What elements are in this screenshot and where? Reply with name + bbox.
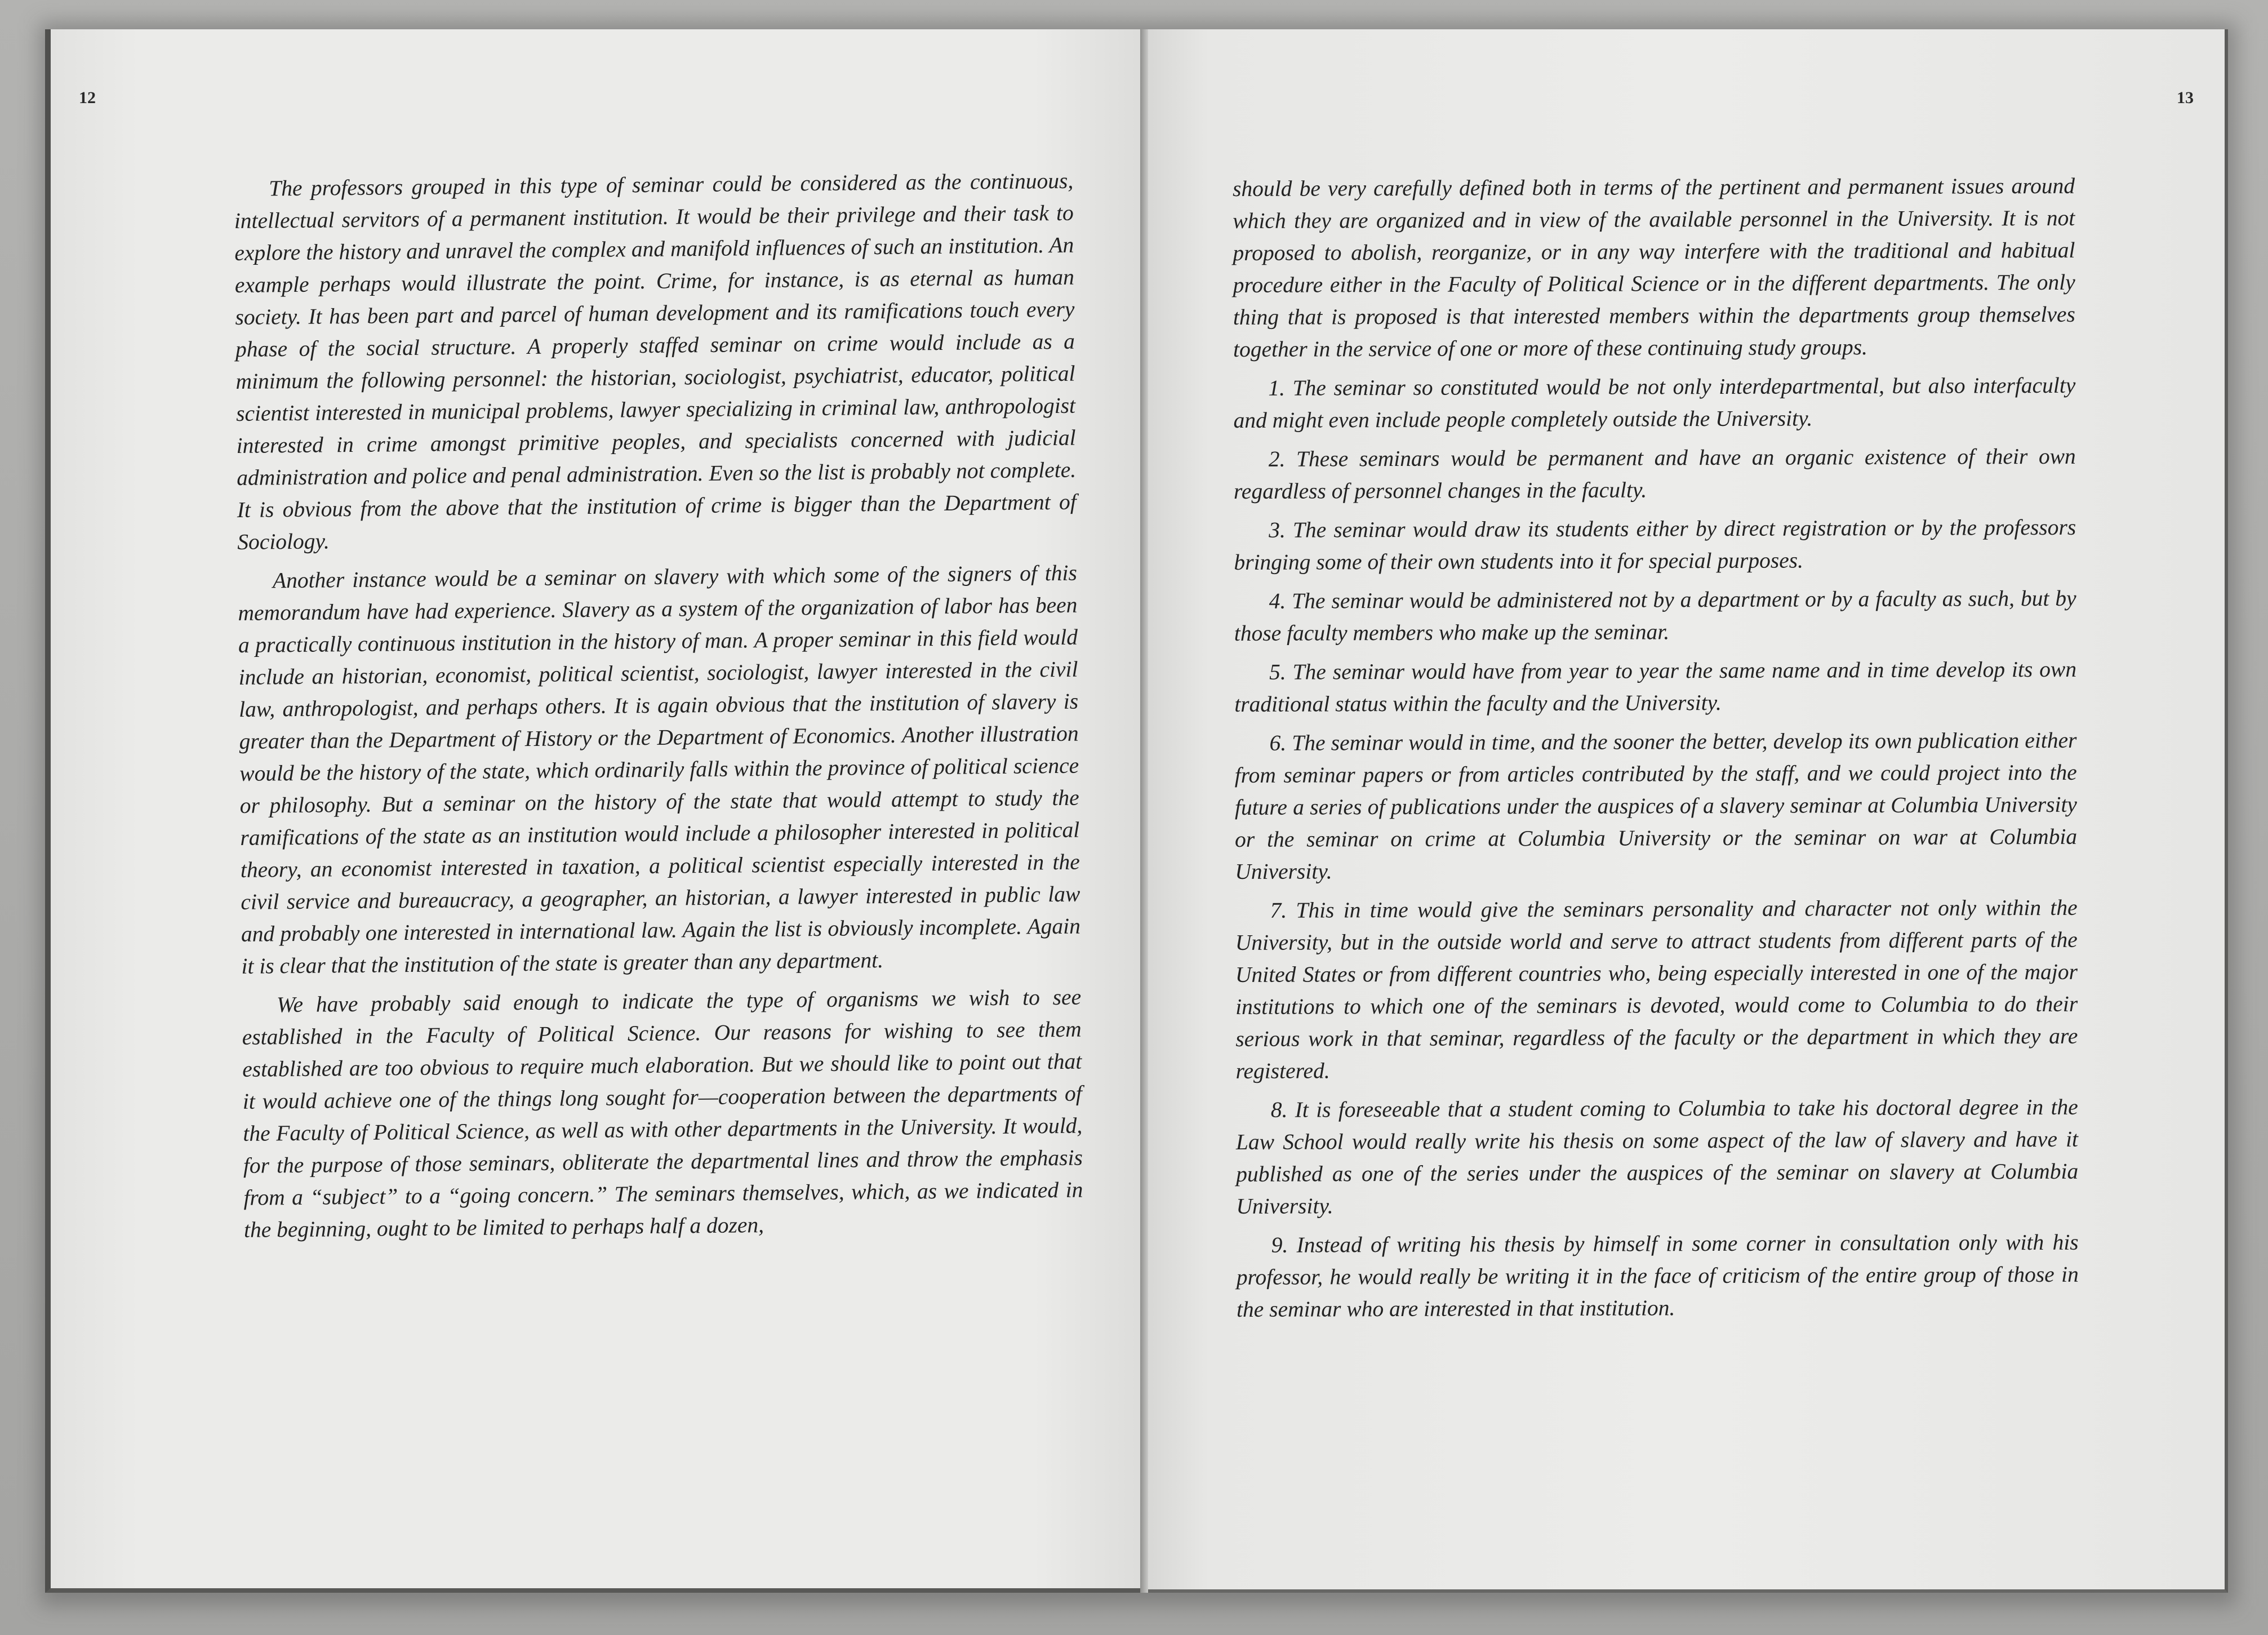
numbered-item: 6. The seminar would in time, and the sooner the better, develop its own publication either from seminar papers or from articles contributed by the staff, and we could project into the future a series of publications under the auspices of a slavery seminar at Columbia University or the seminar on crime at Columbia University or the seminar on war at Columbia University. bbox=[1234, 727, 2078, 884]
numbered-item: 7. This in time would give the seminars personality and character not only within the University, but in the outside world and serve to attract students from different parts of the United States or from different countries who, being especially interested in one of the major institutions to which one of the seminars is devoted, would come to Columbia to do their serious work in that seminar, regardless of the faculty or the department in which they are registered. bbox=[1235, 895, 2078, 1083]
numbered-item: 5. The seminar would have from year to year the same name and in time develop its own traditional status within the faculty and the University. bbox=[1234, 656, 2077, 717]
left-page-text bbox=[234, 165, 1083, 1253]
numbered-item: 2. These seminars would be permanent and have an organic existence of their own regardless of personnel changes in the faculty. bbox=[1233, 443, 2076, 504]
right-page bbox=[1144, 29, 2228, 1593]
numbered-item: 8. It is foreseeable that a student coming to Columbia to take his doctoral degree in the Law School would really write his thesis on some aspect of the law of slavery and have it published as one of the series under the auspices of the seminar on slavery at Columbia University. bbox=[1235, 1094, 2079, 1219]
right-page-text bbox=[1233, 170, 2079, 1332]
numbered-item: 3. The seminar would draw its students either by direct registration or by the professors bringing some of their own students into it for special purposes. bbox=[1234, 514, 2076, 575]
continued-paragraph: should be very carefully defined both in terms of the pertinent and permanent issues around which they are organized and in view of the available personnel in the University. It is not proposed to abolish, reorganize, or in any way interfere with the traditional and habitual procedure either in the Faculty of Political Science or in the different departments. The only thing that is proposed is that interested members within the departments group themselves together in the service of one or more of these continuing study groups. bbox=[1233, 173, 2075, 362]
left-page bbox=[45, 29, 1144, 1593]
book-gutter bbox=[1140, 29, 1148, 1593]
paragraph: Another instance would be a seminar on slavery with which some of the signers of this memorandum have had experience. Slavery as a system of the organization of labor has been a practically continuous institution in the history of man. A proper seminar in this field would include an historian, economist, political scientist, sociologist, lawyer interested in the civil law, anthropologist, and perhaps others. It is again obvious that the institution of slavery is greater than the Department of History or the Department of Economics. Another illustration would be the history of the state, which ordinarily falls within the province of political science or philosophy. But a seminar on the history of the state that would attempt to study the ramifications of the state as an institution would include a philosopher interested in political theory, an economist interested in taxation, a political scientist especially interested in the civil service and bureaucracy, a geographer, an historian, a lawyer interested in public law and probably one interested in international law. Again the list is obviously incomplete. Again it is clear that the institution of the state is greater than any department. bbox=[238, 560, 1081, 979]
page-number-right: 13 bbox=[2177, 88, 2194, 107]
numbered-item: 1. The seminar so constituted would be not only interdepartmental, but also interfaculty and might even include people completely outside the University. bbox=[1233, 372, 2076, 433]
numbered-item: 4. The seminar would be administered not by a department or by a faculty as such, but by those faculty members who make up the seminar. bbox=[1234, 585, 2076, 646]
paragraph: We have probably said enough to indicate the type of organisms we wish to see established in the Faculty of Political Science. Our reasons for wishing to see them established are too obvious to require much elaboration. But we should like to point out that it would achieve one of the things long sought for—cooperation between the departments of the Faculty of Political Science, as well as with other departments in the University. It would, for the purpose of those seminars, obliterate the departmental lines and throw the emphasis from a “subject” to a “going concern.” The seminars themselves, which, as we indicated in the beginning, ought to be limited to perhaps half a dozen, bbox=[242, 984, 1083, 1242]
numbered-item: 9. Instead of writing his thesis by himself in some corner in consultation only with his professor, he would really be writing it in the face of criticism of the entire group of those in the seminar who are interested in that institution. bbox=[1236, 1229, 2079, 1322]
paragraph: The professors grouped in this type of seminar could be considered as the continuous, intellectual servitors of a permanent institution. It would be their privilege and their task to explore the history and unravel the complex and manifold influences of such an institution. An example perhaps would illustrate the point. Crime, for instance, is as eternal as human society. It has been part and parcel of human development and its ramifications touch every phase of the social structure. A properly staffed seminar on crime would include as a minimum the following personnel: the historian, sociologist, psychiatrist, educator, political scientist interested in municipal problems, lawyer specializing in criminal law, anthropologist interested in crime amongst primitive peoples, and specialists concerned with judicial administration and police and penal administration. Even so the list is probably not complete. It is obvious from the above that the institution of crime is bigger than the Department of Sociology. bbox=[234, 168, 1077, 554]
page-number-left: 12 bbox=[79, 88, 96, 107]
